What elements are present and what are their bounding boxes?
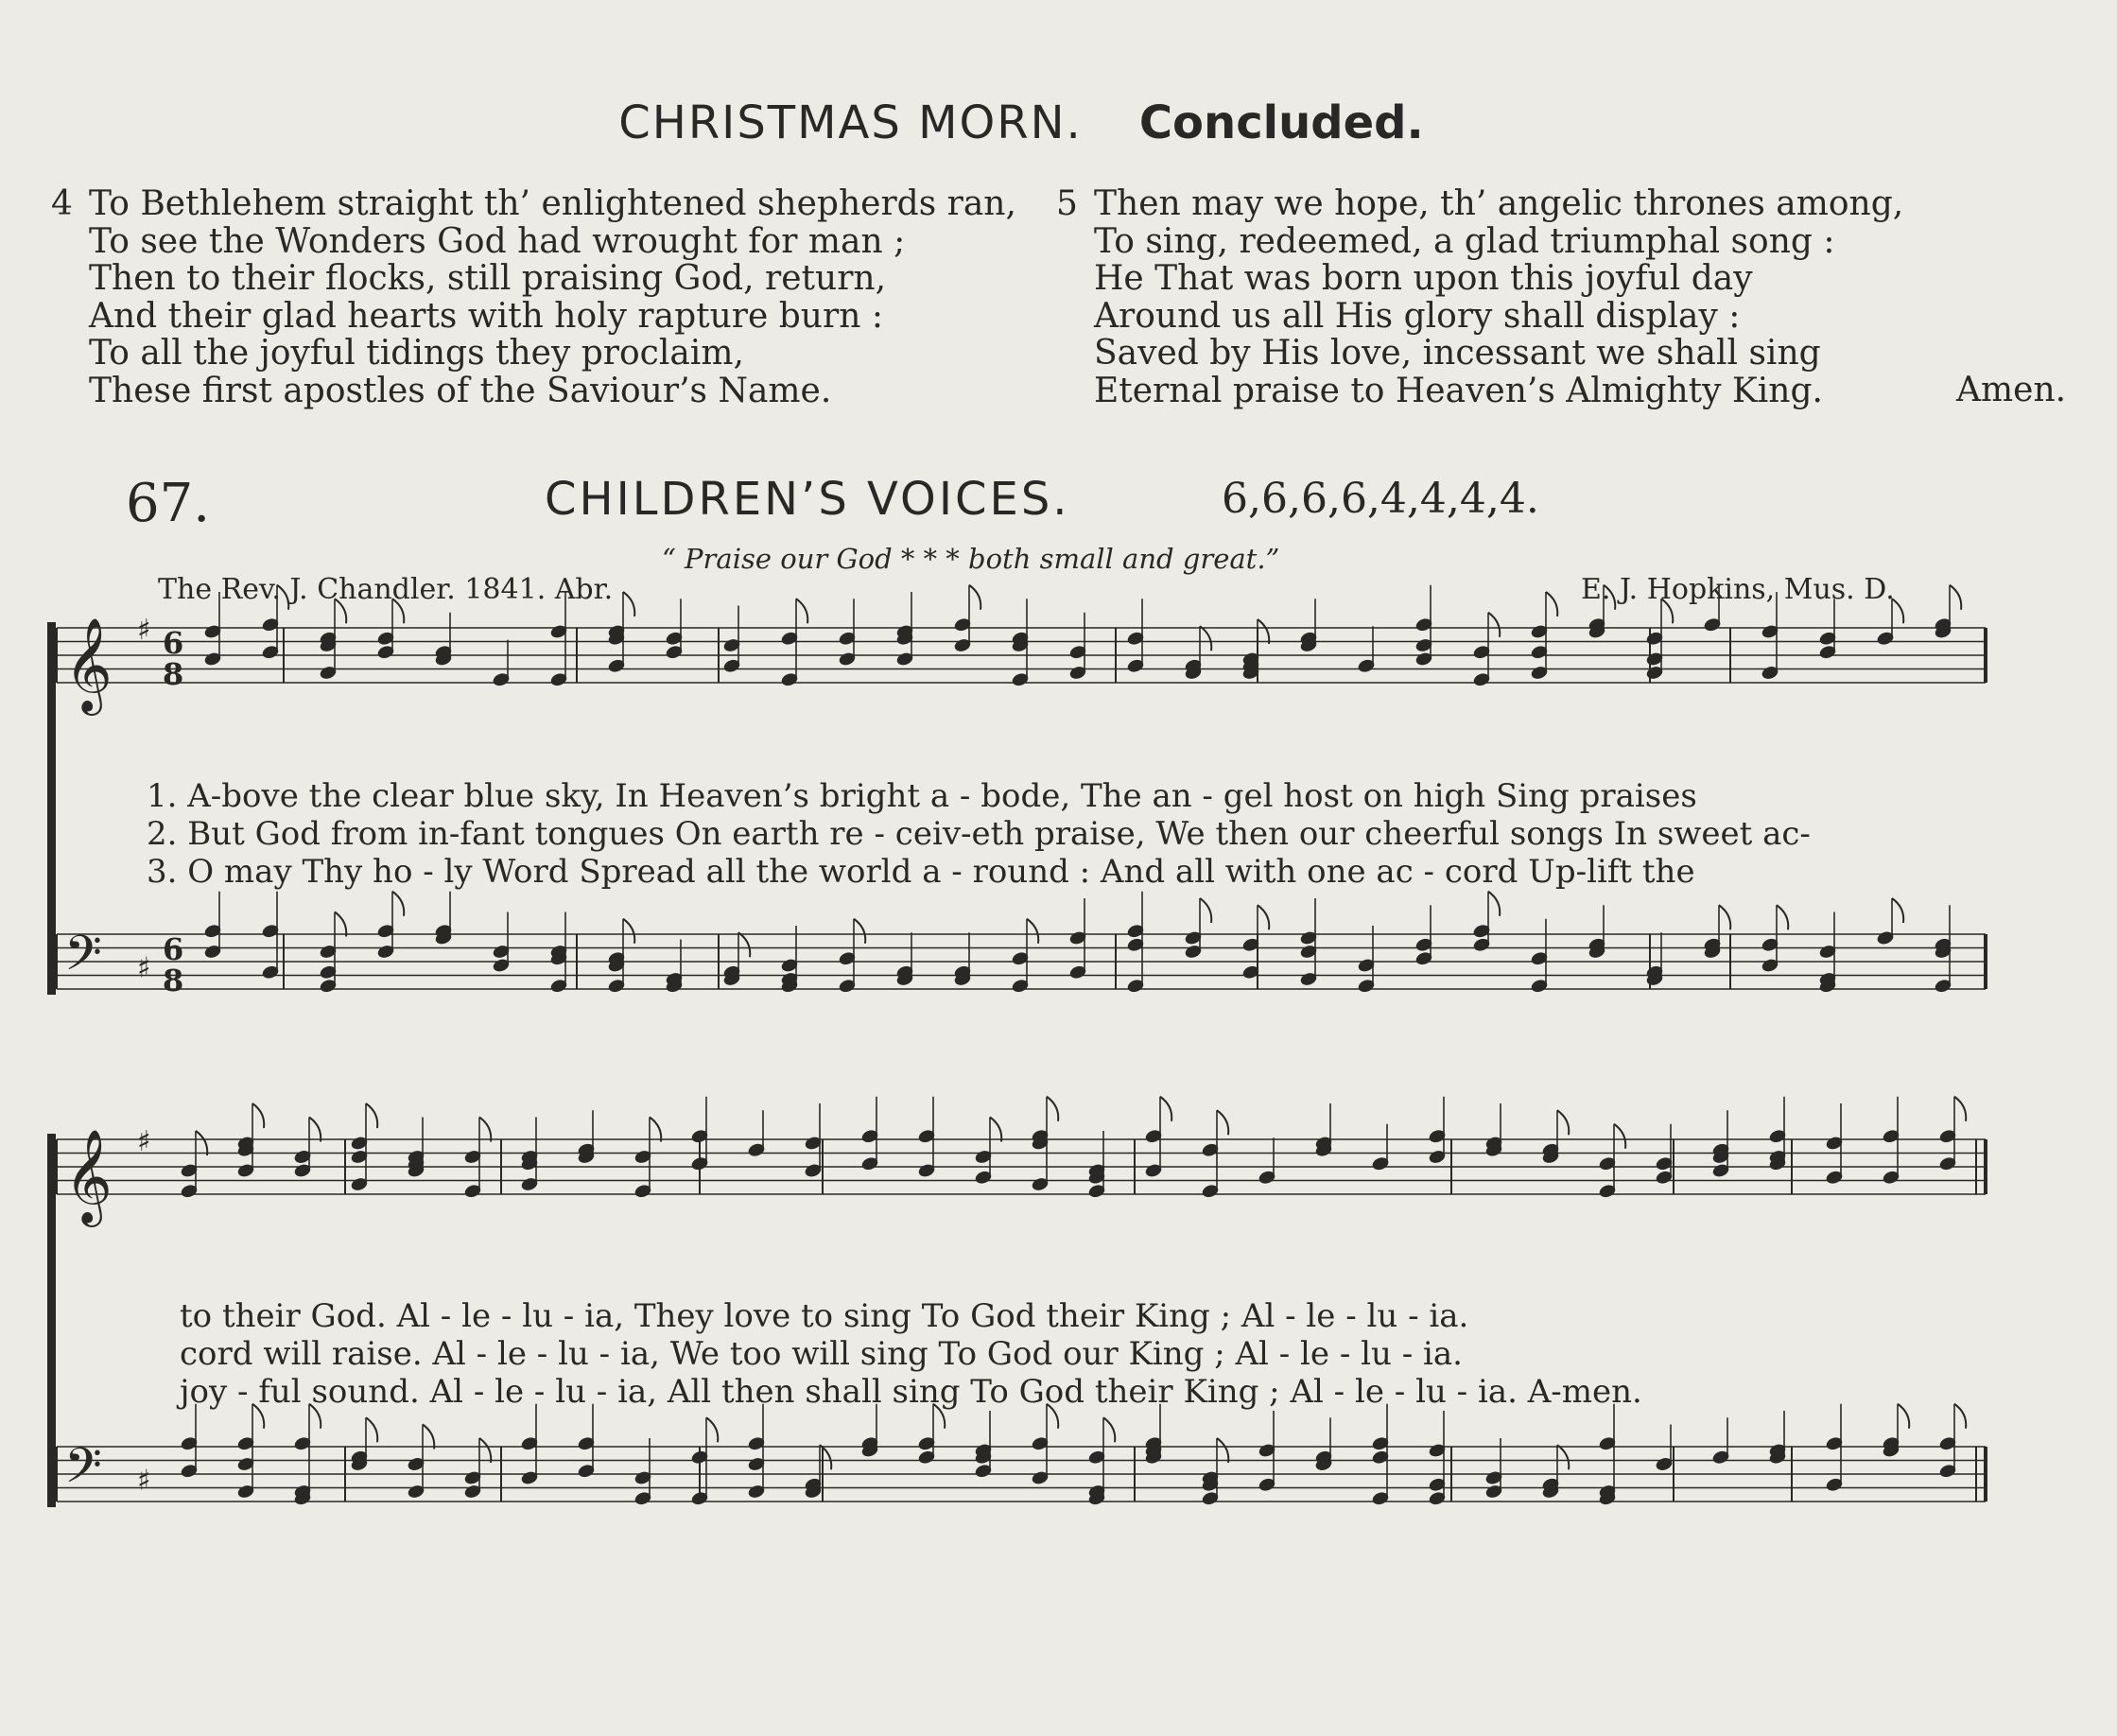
note-flag <box>309 1118 321 1142</box>
hymn-meter: 6,6,6,6,4,4,4,4. <box>1222 475 1539 523</box>
treble-clef-icon: 𝄞 <box>64 1129 113 1224</box>
time-signature-bottom: 8 <box>163 963 184 998</box>
verse-line: To Bethlehem straight th’ enlightened shepherds ran, <box>89 184 1016 223</box>
note-flag <box>706 1417 718 1442</box>
note-flag <box>990 1118 1001 1142</box>
lyric-verse-2: 2. But God from in-fant tongues On earth re - ceiv-eth praise, We then our cheerful songs In sweet ac- <box>147 815 1811 853</box>
note-flag <box>392 599 404 623</box>
time-signature-top: 6 <box>163 931 184 967</box>
verse-line: And their glad hearts with holy rapture burn : <box>89 296 883 336</box>
note-flag <box>1892 898 1903 923</box>
note-flag <box>366 1103 377 1128</box>
note-flag <box>1258 619 1269 644</box>
note-flag <box>1488 892 1500 916</box>
verse-line: To sing, redeemed, a glad triumphal song : <box>1094 221 1835 261</box>
verse-line: He That was born upon this joyful day <box>1094 259 1753 298</box>
note-flag <box>1614 1124 1625 1149</box>
note-flag <box>1047 1097 1058 1121</box>
time-signature-top: 6 <box>163 625 184 661</box>
note-flag <box>1898 1404 1909 1429</box>
system-bracket <box>47 622 56 995</box>
note-flag <box>820 1445 831 1469</box>
lyric-verse-1: 1. A-bove the clear blue sky, In Heaven’s bright a - bode, The an - gel host on high Sing praises <box>147 777 1697 815</box>
verse-line: Then to their flocks, still praising God, return, <box>89 259 887 298</box>
note-flag <box>196 1131 207 1155</box>
note-flag <box>392 892 404 916</box>
note-flag <box>623 592 634 616</box>
verse-line: Eternal praise to Heaven’s Almighty King. <box>1094 371 1823 410</box>
lyric-verse-2-end: cord will raise. Al - le - lu - ia, We too will sing To God our King ; Al - le - lu - ia. <box>180 1335 1463 1373</box>
sharp-icon: ♯ <box>137 951 151 985</box>
note-flag <box>1200 898 1211 923</box>
note-flag <box>854 919 865 944</box>
note-flag <box>1892 599 1903 623</box>
note-flag <box>623 919 634 944</box>
treble-clef-icon: 𝄞 <box>64 617 113 712</box>
note-flag <box>1777 905 1788 929</box>
note-flag <box>1954 1404 1966 1429</box>
note-flag <box>1557 1445 1569 1469</box>
note-flag <box>277 585 288 610</box>
lyric-verse-1-end: to their God. Al - le - lu - ia, They love to sing To God their King ; Al - le - lu - ia. <box>180 1297 1469 1335</box>
hymn-number: 67. <box>126 473 211 534</box>
verse-line: To see the Wonders God had wrought for man ; <box>89 221 906 261</box>
note-flag <box>479 1438 491 1463</box>
note-flag <box>1950 585 1961 610</box>
note-flag <box>650 1118 661 1142</box>
sharp-icon: ♯ <box>137 1464 151 1498</box>
note-flag <box>1954 1097 1966 1121</box>
note-flag <box>1557 1110 1569 1135</box>
verse-line: Then may we hope, th’ angelic thrones among, <box>1094 184 1904 223</box>
note-flag <box>1217 1438 1228 1463</box>
sharp-icon: ♯ <box>137 614 151 647</box>
verse-line: These first apostles of the Saviour’s Name. <box>89 371 832 410</box>
note-flag <box>1200 626 1211 651</box>
note-flag <box>738 932 750 957</box>
note-flag <box>423 1425 434 1450</box>
bass-clef-icon: 𝄢 <box>64 1436 102 1506</box>
time-signature-bottom: 8 <box>163 656 184 692</box>
hymn-composer: E. J. Hopkins, Mus. D. <box>1581 573 1895 606</box>
lyric-verse-3-end: joy - ful sound. Al - le - lu - ia, All then shall sing To God their King ; Al - le - lu - ia. A-men. <box>180 1373 1642 1411</box>
note-flag <box>1027 919 1038 944</box>
hymn-author: The Rev. J. Chandler. 1841. Abr. <box>158 573 614 606</box>
bass-clef-icon: 𝄢 <box>64 924 102 994</box>
note-flag <box>796 599 807 623</box>
note-flag <box>1160 1097 1171 1121</box>
lyric-verse-3: 3. O may Thy ho - ly Word Spread all the world a - round : And all with one ac - cord Up-lift the <box>147 853 1695 891</box>
note-flag <box>479 1118 491 1142</box>
note-flag <box>1258 905 1269 929</box>
note-flag <box>1217 1110 1228 1135</box>
verse-number: 5 <box>1056 184 1078 223</box>
note-flag <box>252 1103 264 1128</box>
note-flag <box>1103 1417 1115 1442</box>
note-flag <box>1661 599 1673 623</box>
note-flag <box>969 585 980 610</box>
note-flag <box>335 912 346 937</box>
title-concluded: Concluded. <box>1138 96 1424 149</box>
verse-number: 4 <box>51 184 73 223</box>
note-flag <box>1719 905 1730 929</box>
verse-line: Around us all His glory shall display : <box>1094 296 1741 336</box>
note-flag <box>366 1417 377 1442</box>
verse-amen: Amen. <box>1956 371 2067 409</box>
sharp-icon: ♯ <box>137 1125 151 1158</box>
note-flag <box>1604 585 1615 610</box>
system-bracket <box>47 1134 56 1507</box>
title-main: CHRISTMAS MORN. <box>618 96 1083 149</box>
verse-line: To all the joyful tidings they proclaim, <box>89 334 744 373</box>
hymn-title: CHILDREN’S VOICES. <box>545 473 1070 526</box>
verse-line: Saved by His love, incessant we shall sing <box>1094 334 1821 373</box>
note-flag <box>335 599 346 623</box>
note-flag <box>1546 592 1557 616</box>
note-flag <box>1488 613 1500 637</box>
hymn-motto: “ Praise our God * * * both small and great.” <box>662 543 1280 575</box>
